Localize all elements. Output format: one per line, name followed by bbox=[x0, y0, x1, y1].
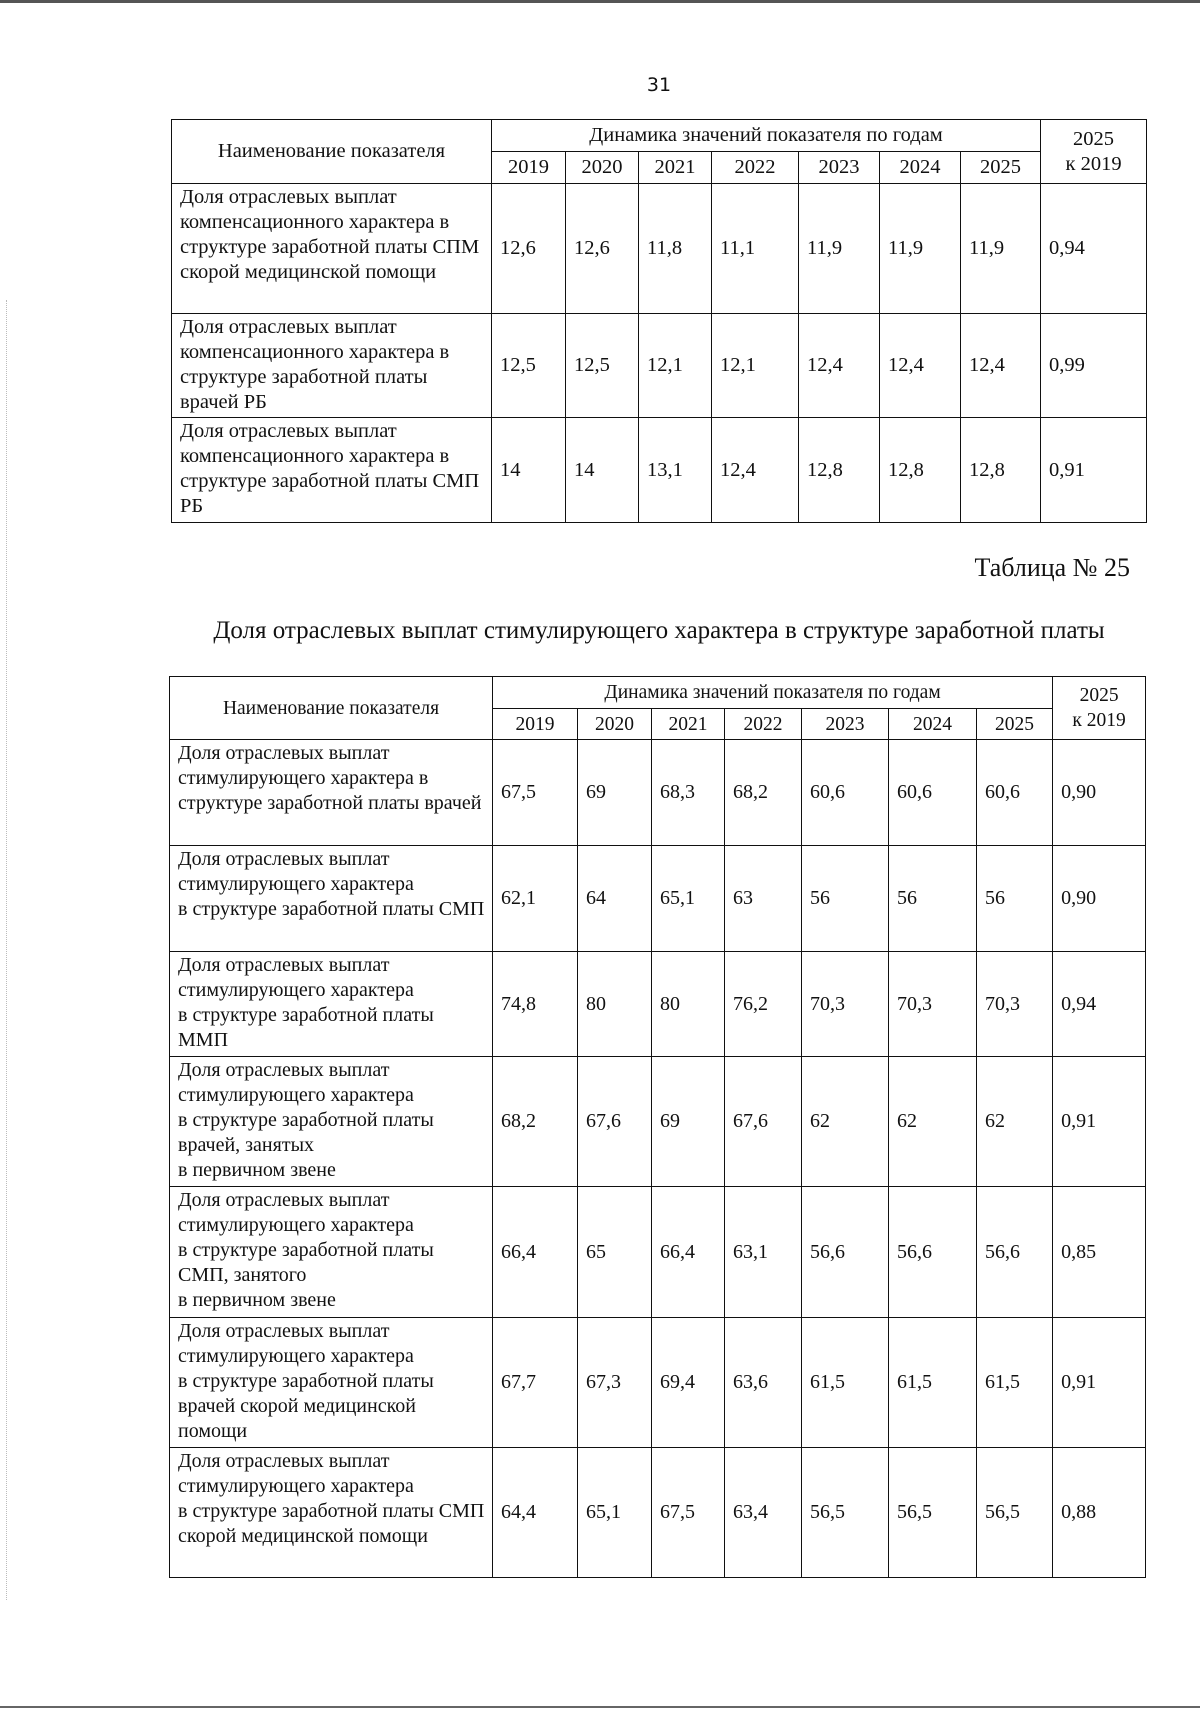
table-row bbox=[172, 418, 1147, 523]
value-cell: 12,6 bbox=[492, 184, 566, 314]
header-year: 2021 bbox=[652, 709, 725, 740]
value-cell: 11,9 bbox=[799, 184, 880, 314]
ratio-cell: 0,99 bbox=[1041, 314, 1147, 418]
header-year: 2019 bbox=[493, 709, 578, 740]
value-cell: 56,5 bbox=[802, 1448, 889, 1578]
ratio-cell: 0,90 bbox=[1053, 846, 1146, 952]
ratio-cell: 0,91 bbox=[1053, 1318, 1146, 1448]
table-caption: Доля отраслевых выплат стимулирующего характера в структуре заработной платы bbox=[213, 617, 1105, 644]
table-row bbox=[172, 184, 1147, 314]
indicator-name: Доля отраслевых выплат стимулирующего характера в структуре заработной платы СМП скорой медицинской помощи bbox=[170, 1448, 493, 1578]
value-cell: 56,5 bbox=[889, 1448, 977, 1578]
value-cell: 62 bbox=[802, 1057, 889, 1187]
table-compensation-payments bbox=[171, 119, 1147, 523]
value-cell: 12,5 bbox=[492, 314, 566, 418]
value-cell: 66,4 bbox=[493, 1187, 578, 1318]
table-row bbox=[170, 1057, 1146, 1187]
value-cell: 67,5 bbox=[493, 740, 578, 846]
header-year: 2021 bbox=[639, 152, 712, 184]
scan-edge-bottom bbox=[0, 1706, 1200, 1708]
value-cell: 13,1 bbox=[639, 418, 712, 523]
indicator-name: Доля отраслевых выплат стимулирующего характера в структуре заработной платы врачей bbox=[170, 740, 493, 846]
indicator-name: Доля отраслевых выплат компенсационного характера в структуре заработной платы врачей РБ bbox=[172, 314, 492, 418]
value-cell: 68,2 bbox=[493, 1057, 578, 1187]
value-cell: 80 bbox=[652, 952, 725, 1057]
value-cell: 69,4 bbox=[652, 1318, 725, 1448]
header-year: 2022 bbox=[712, 152, 799, 184]
header-ratio: 2025 к 2019 bbox=[1041, 120, 1147, 184]
value-cell: 64,4 bbox=[493, 1448, 578, 1578]
header-year: 2025 bbox=[961, 152, 1041, 184]
value-cell: 12,4 bbox=[961, 314, 1041, 418]
value-cell: 11,1 bbox=[712, 184, 799, 314]
value-cell: 63 bbox=[725, 846, 802, 952]
header-year: 2020 bbox=[578, 709, 652, 740]
value-cell: 12,4 bbox=[712, 418, 799, 523]
header-year: 2024 bbox=[880, 152, 961, 184]
value-cell: 61,5 bbox=[977, 1318, 1053, 1448]
value-cell: 65 bbox=[578, 1187, 652, 1318]
value-cell: 61,5 bbox=[802, 1318, 889, 1448]
indicator-name: Доля отраслевых выплат стимулирующего характера в структуре заработной платы врачей скорой медицинской помощи bbox=[170, 1318, 493, 1448]
value-cell: 12,4 bbox=[799, 314, 880, 418]
table-row bbox=[170, 1318, 1146, 1448]
value-cell: 70,3 bbox=[802, 952, 889, 1057]
indicator-name: Доля отраслевых выплат компенсационного характера в структуре заработной платы СПМ скорой медицинской помощи bbox=[172, 184, 492, 314]
ratio-cell: 0,85 bbox=[1053, 1187, 1146, 1318]
indicator-name: Доля отраслевых выплат стимулирующего характера в структуре заработной платы врачей, занятых в первичном звене bbox=[170, 1057, 493, 1187]
value-cell: 67,7 bbox=[493, 1318, 578, 1448]
table-row bbox=[170, 846, 1146, 952]
value-cell: 12,6 bbox=[566, 184, 639, 314]
value-cell: 14 bbox=[492, 418, 566, 523]
value-cell: 12,4 bbox=[880, 314, 961, 418]
value-cell: 12,1 bbox=[712, 314, 799, 418]
header-dynamics: Динамика значений показателя по годам bbox=[492, 120, 1041, 152]
table-row bbox=[170, 740, 1146, 846]
value-cell: 67,5 bbox=[652, 1448, 725, 1578]
header-year: 2023 bbox=[799, 152, 880, 184]
value-cell: 60,6 bbox=[977, 740, 1053, 846]
indicator-name: Доля отраслевых выплат стимулирующего характера в структуре заработной платы СМП bbox=[170, 846, 493, 952]
value-cell: 12,5 bbox=[566, 314, 639, 418]
value-cell: 80 bbox=[578, 952, 652, 1057]
header-year: 2025 bbox=[977, 709, 1053, 740]
value-cell: 56 bbox=[802, 846, 889, 952]
value-cell: 62 bbox=[889, 1057, 977, 1187]
value-cell: 74,8 bbox=[493, 952, 578, 1057]
value-cell: 62,1 bbox=[493, 846, 578, 952]
value-cell: 66,4 bbox=[652, 1187, 725, 1318]
indicator-name: Доля отраслевых выплат стимулирующего характера в структуре заработной платы ММП bbox=[170, 952, 493, 1057]
value-cell: 63,1 bbox=[725, 1187, 802, 1318]
value-cell: 56 bbox=[889, 846, 977, 952]
table-number-label: Таблица № 25 bbox=[974, 553, 1130, 582]
ratio-cell: 0,90 bbox=[1053, 740, 1146, 846]
ratio-cell: 0,88 bbox=[1053, 1448, 1146, 1578]
value-cell: 60,6 bbox=[802, 740, 889, 846]
header-dynamics: Динамика значений показателя по годам bbox=[493, 677, 1053, 709]
value-cell: 69 bbox=[578, 740, 652, 846]
scan-edge-top bbox=[0, 0, 1200, 3]
value-cell: 11,8 bbox=[639, 184, 712, 314]
value-cell: 65,1 bbox=[578, 1448, 652, 1578]
header-year: 2020 bbox=[566, 152, 639, 184]
page-number: 31 bbox=[646, 74, 672, 96]
table-row bbox=[170, 952, 1146, 1057]
header-indicator-name: Наименование показателя bbox=[170, 677, 493, 740]
value-cell: 56,6 bbox=[889, 1187, 977, 1318]
value-cell: 56,5 bbox=[977, 1448, 1053, 1578]
value-cell: 11,9 bbox=[880, 184, 961, 314]
value-cell: 12,8 bbox=[880, 418, 961, 523]
table-row bbox=[172, 314, 1147, 418]
value-cell: 68,3 bbox=[652, 740, 725, 846]
indicator-name: Доля отраслевых выплат стимулирующего характера в структуре заработной платы СМП, занятого в первичном звене bbox=[170, 1187, 493, 1318]
header-indicator-name: Наименование показателя bbox=[172, 120, 492, 184]
value-cell: 69 bbox=[652, 1057, 725, 1187]
value-cell: 64 bbox=[578, 846, 652, 952]
value-cell: 14 bbox=[566, 418, 639, 523]
ratio-cell: 0,91 bbox=[1053, 1057, 1146, 1187]
table-row bbox=[170, 1187, 1146, 1318]
value-cell: 56 bbox=[977, 846, 1053, 952]
value-cell: 56,6 bbox=[802, 1187, 889, 1318]
ratio-cell: 0,94 bbox=[1041, 184, 1147, 314]
value-cell: 70,3 bbox=[977, 952, 1053, 1057]
value-cell: 12,1 bbox=[639, 314, 712, 418]
table-row bbox=[170, 1448, 1146, 1578]
header-year: 2023 bbox=[802, 709, 889, 740]
value-cell: 62 bbox=[977, 1057, 1053, 1187]
header-year: 2022 bbox=[725, 709, 802, 740]
value-cell: 12,8 bbox=[961, 418, 1041, 523]
header-year: 2024 bbox=[889, 709, 977, 740]
value-cell: 67,3 bbox=[578, 1318, 652, 1448]
scan-edge-left bbox=[6, 300, 8, 1600]
value-cell: 61,5 bbox=[889, 1318, 977, 1448]
indicator-name: Доля отраслевых выплат компенсационного характера в структуре заработной платы СМП РБ bbox=[172, 418, 492, 523]
header-year: 2019 bbox=[492, 152, 566, 184]
value-cell: 67,6 bbox=[578, 1057, 652, 1187]
value-cell: 63,4 bbox=[725, 1448, 802, 1578]
value-cell: 65,1 bbox=[652, 846, 725, 952]
value-cell: 70,3 bbox=[889, 952, 977, 1057]
value-cell: 63,6 bbox=[725, 1318, 802, 1448]
ratio-cell: 0,94 bbox=[1053, 952, 1146, 1057]
value-cell: 12,8 bbox=[799, 418, 880, 523]
ratio-cell: 0,91 bbox=[1041, 418, 1147, 523]
header-ratio: 2025 к 2019 bbox=[1053, 677, 1146, 740]
value-cell: 76,2 bbox=[725, 952, 802, 1057]
table-incentive-payments bbox=[169, 676, 1146, 1578]
value-cell: 11,9 bbox=[961, 184, 1041, 314]
value-cell: 56,6 bbox=[977, 1187, 1053, 1318]
value-cell: 68,2 bbox=[725, 740, 802, 846]
value-cell: 67,6 bbox=[725, 1057, 802, 1187]
value-cell: 60,6 bbox=[889, 740, 977, 846]
